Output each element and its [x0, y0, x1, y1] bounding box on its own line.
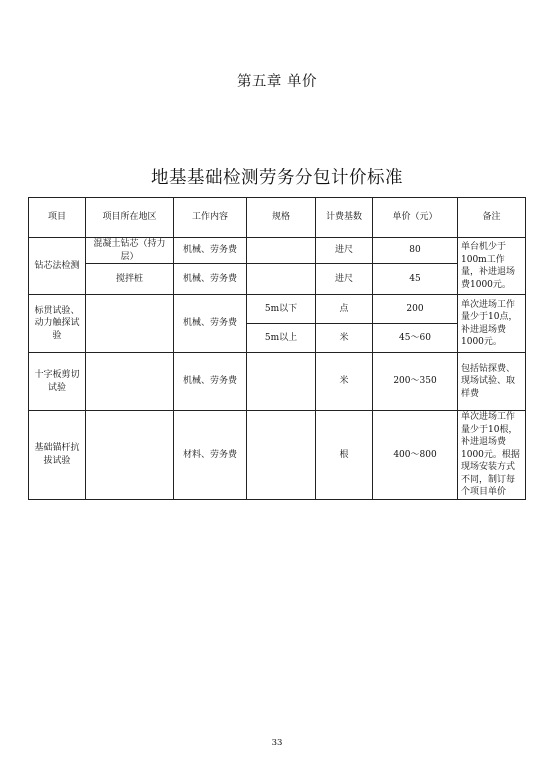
core-spec-1 [247, 238, 316, 264]
anchor-note: 单次进场工作量少于10根，补进退场费1000元。根据现场安装方式不同，制订每个项目单价 [458, 411, 526, 500]
price-table [28, 197, 526, 500]
core-location-1: 混凝土钻芯（持力层） [86, 238, 174, 264]
spt-spec-1: 5m以下 [247, 295, 316, 324]
vane-item: 十字板剪切试验 [29, 353, 86, 411]
vane-unit: 米 [316, 353, 373, 411]
core-unit-2: 进尺 [316, 264, 373, 295]
table-row [29, 353, 526, 411]
core-item: 钻芯法检测 [29, 238, 86, 295]
core-price-2: 45 [373, 264, 458, 295]
vane-spec [247, 353, 316, 411]
anchor-spec [247, 411, 316, 500]
vane-note: 包括钻探费、现场试验、取样费 [458, 353, 526, 411]
spt-price-1: 200 [373, 295, 458, 324]
spt-price-2: 45～60 [373, 324, 458, 353]
spt-item: 标贯试验、动力触探试验 [29, 295, 86, 353]
core-unit-1: 进尺 [316, 238, 373, 264]
header-row [29, 198, 526, 238]
vane-content: 机械、劳务费 [174, 353, 247, 411]
header-price: 单价（元） [373, 198, 458, 238]
spt-note: 单次进场工作量少于10点，补进退场费1000元。 [458, 295, 526, 353]
core-note: 单台机少于100m工作量，补进退场费1000元。 [458, 238, 526, 295]
chapter-title: 第五章 单价 [236, 74, 318, 90]
header-content: 工作内容 [174, 198, 247, 238]
anchor-unit: 根 [316, 411, 373, 500]
table-row [29, 411, 526, 500]
header-note: 备注 [458, 198, 526, 238]
vane-location [86, 353, 174, 411]
anchor-price: 400～800 [373, 411, 458, 500]
page-number: 33 [271, 738, 283, 748]
spt-spec-2: 5m以上 [247, 324, 316, 353]
spt-unit-1: 点 [316, 295, 373, 324]
spt-unit-2: 米 [316, 324, 373, 353]
header-location: 项目所在地区 [86, 198, 174, 238]
anchor-item: 基础锚杆抗拔试验 [29, 411, 86, 500]
table-row [29, 238, 526, 264]
spt-location [86, 295, 174, 353]
spt-content: 机械、劳务费 [174, 295, 247, 353]
core-location-2: 搅拌桩 [86, 264, 174, 295]
header-spec: 规格 [247, 198, 316, 238]
table-row [29, 295, 526, 324]
table-row [29, 264, 526, 295]
core-content-2: 机械、劳务费 [174, 264, 247, 295]
anchor-location [86, 411, 174, 500]
vane-price: 200～350 [373, 353, 458, 411]
header-unit: 计费基数 [316, 198, 373, 238]
core-content-1: 机械、劳务费 [174, 238, 247, 264]
table-title: 地基基础检测劳务分包计价标准 [151, 168, 403, 188]
header-item: 项目 [29, 198, 86, 238]
core-price-1: 80 [373, 238, 458, 264]
anchor-content: 材料、劳务费 [174, 411, 247, 500]
core-spec-2 [247, 264, 316, 295]
